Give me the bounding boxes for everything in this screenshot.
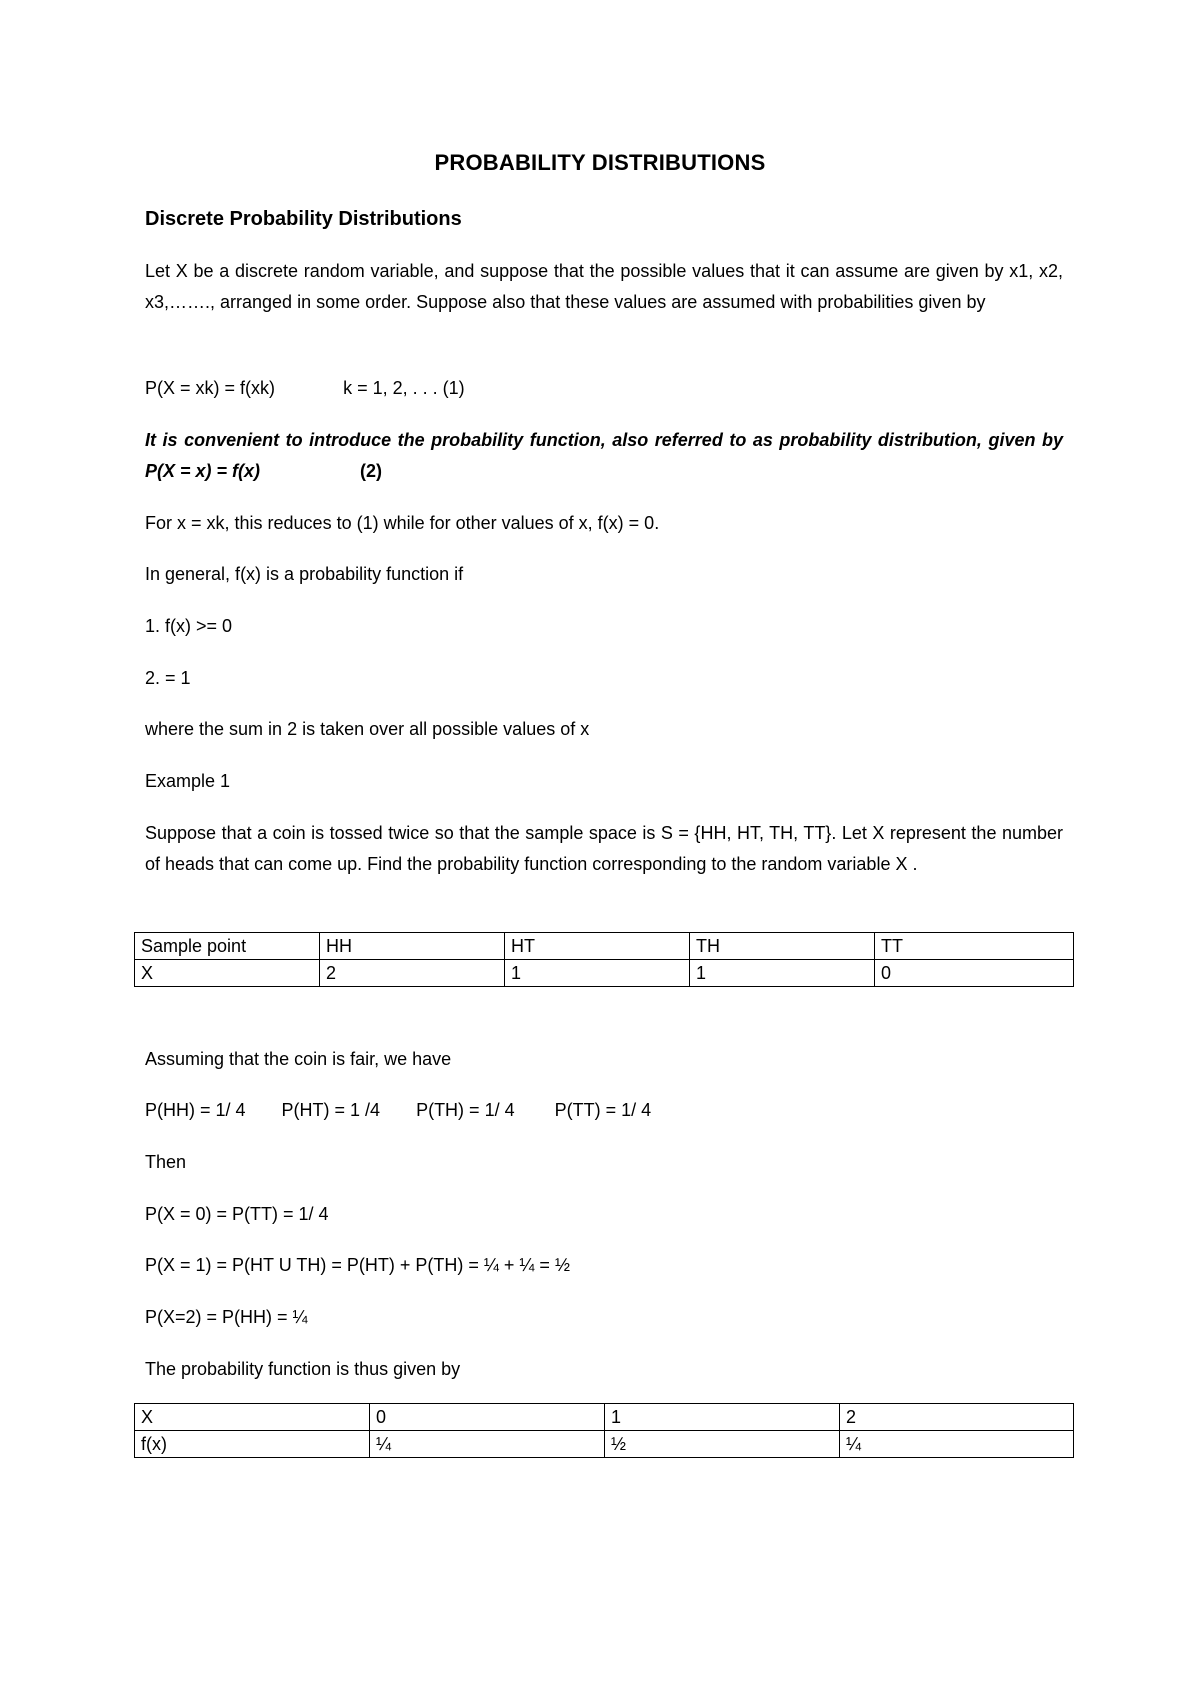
condition-2: 2. = 1 <box>145 668 191 688</box>
condition-1: 1. f(x) >= 0 <box>145 616 233 636</box>
example-label: Example 1 <box>145 771 231 791</box>
probability-tt: P(TT) = 1/ 4 <box>554 1100 652 1120</box>
px1-equation: P(X = 1) = P(HT U TH) = P(HT) + P(TH) = ¼ + ¼ = ½ <box>145 1255 570 1275</box>
section-heading: Discrete Probability Distributions <box>145 208 462 230</box>
table-cell: f(x) <box>135 1431 370 1458</box>
px2-equation: P(X=2) = P(HH) = ¼ <box>145 1307 308 1327</box>
table-row <box>135 1431 1074 1458</box>
probability-function-intro: The probability function is thus given by <box>145 1359 461 1379</box>
table-cell: 0 <box>875 960 1074 987</box>
equation-2-number: (2) <box>360 461 383 481</box>
table-row <box>135 960 1074 987</box>
probability-function-table <box>134 1403 1074 1458</box>
table-cell: ½ <box>605 1431 840 1458</box>
probability-ht: P(HT) = 1 /4 <box>281 1100 381 1120</box>
table-row <box>135 1404 1074 1431</box>
table-cell: 1 <box>690 960 875 987</box>
then-label: Then <box>145 1152 187 1172</box>
fair-coin-paragraph: Assuming that the coin is fair, we have <box>145 1049 452 1069</box>
table-cell: TH <box>690 933 875 960</box>
probability-function-definition <box>145 425 1063 487</box>
table-cell: ¼ <box>370 1431 605 1458</box>
sum-note: where the sum in 2 is taken over all possible values of x <box>145 719 590 739</box>
table-cell: 2 <box>840 1404 1074 1431</box>
reduces-paragraph: For x = xk, this reduces to (1) while for other values of x, f(x) = 0. <box>145 513 660 533</box>
table-cell: X <box>135 960 320 987</box>
table-cell: X <box>135 1404 370 1431</box>
probability-th: P(TH) = 1/ 4 <box>416 1100 515 1120</box>
px0-equation: P(X = 0) = P(TT) = 1/ 4 <box>145 1204 329 1224</box>
table-cell: 1 <box>605 1404 840 1431</box>
table-cell: 1 <box>505 960 690 987</box>
example-text: Suppose that a coin is tossed twice so that the sample space is S = {HH, HT, TH, TT}. Let X represent the number of heads that can come up. Find the probability function corresponding to the random variable X . <box>145 823 1063 874</box>
intro-paragraph: Let X be a discrete random variable, and suppose that the possible values that it can assume are given by x1, x2, x3,……., arranged in some order. Suppose also that these values are assumed with probabilities given by <box>145 261 1063 312</box>
general-paragraph: In general, f(x) is a probability function if <box>145 564 464 584</box>
equation-1 <box>145 373 465 404</box>
table-row <box>135 933 1074 960</box>
sample-point-table <box>134 932 1074 987</box>
table-cell: HH <box>320 933 505 960</box>
page-title: PROBABILITY DISTRIBUTIONS <box>434 150 766 175</box>
table-cell: TT <box>875 933 1074 960</box>
outcome-probabilities <box>145 1095 651 1126</box>
equation-1-rhs: k = 1, 2, . . . (1) <box>343 378 465 398</box>
table-cell: ¼ <box>840 1431 1074 1458</box>
equation-1-lhs: P(X = xk) = f(xk) <box>145 378 276 398</box>
table-cell: HT <box>505 933 690 960</box>
definition-text: It is convenient to introduce the probability function, also referred to as probability distribution, given by P(X = x) = f(x) <box>145 430 1063 481</box>
table-cell: 2 <box>320 960 505 987</box>
probability-hh: P(HH) = 1/ 4 <box>145 1100 246 1120</box>
table-cell: 0 <box>370 1404 605 1431</box>
table-cell: Sample point <box>135 933 320 960</box>
